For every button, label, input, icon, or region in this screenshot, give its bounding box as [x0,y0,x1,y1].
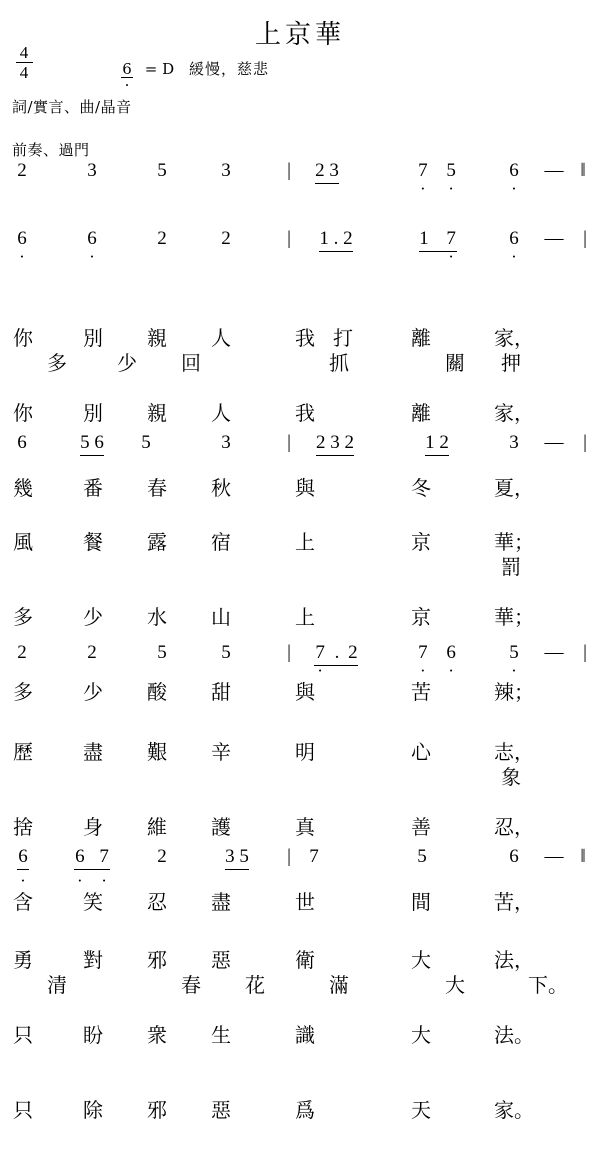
lyric-char: 心 [411,740,431,764]
beamed-note-group [68,432,116,454]
barline-glyph: | [287,160,291,181]
lyric-char: 勇 [13,948,33,972]
lyric-char: 衆 [147,1023,167,1047]
dash-glyph: — [544,432,564,453]
lyric-char: 含 [13,890,33,914]
lyric-column [238,923,272,1048]
note-value: 2 [157,228,167,249]
lyric-char: 捨 [13,815,33,839]
note-value: 3 [87,160,97,181]
lyric-char: 山 [211,605,231,629]
lyric-char: 維 [147,815,167,839]
beam-line [419,251,457,252]
low-octave-dot: · [101,871,107,890]
note-value: 6 [17,432,27,453]
lyric-char: 辣； [494,680,534,704]
note [214,642,238,664]
note [502,228,526,266]
note [302,846,326,868]
lyric-column [76,898,110,1173]
lyric-column [174,301,208,426]
lyric-char: 只 [13,1023,33,1047]
lyric-char: 世 [295,890,315,914]
note-value: 7 · [315,642,325,680]
lyric-char: 春 [147,476,167,500]
lyric-column [174,923,208,1048]
lyric-column [494,505,528,630]
lyric-char: 與 [295,680,315,704]
note-value: 6 · [509,160,519,198]
beam-line [17,869,29,870]
lyric-char: 與 [295,476,315,500]
lyric-char: 少 [117,351,137,375]
lyric-char: 風 [13,530,33,554]
lyric-column [40,301,74,426]
beam-line [314,665,357,666]
note-value: 5 [141,432,151,453]
barline-glyph: | [583,432,587,453]
note [10,432,34,454]
note [150,846,174,868]
beam-group [425,432,449,454]
note [80,160,104,182]
lyric-char: 冬 [411,476,431,500]
lyric-char: 清 [47,973,67,997]
lyric-char: 大 [411,1023,431,1047]
note-extension-dash [544,432,564,454]
note-value: 1 [419,228,429,249]
lyric-char: 我 [295,401,315,425]
lyric-char: 番 [83,476,103,500]
note-extension-dash [544,642,564,664]
note [214,432,238,454]
lyric-char: 法。 [494,1023,534,1047]
low-octave-dot: · [420,661,426,680]
note-value: 6 · [18,846,28,890]
lyric-char: 春 [181,973,201,997]
lyric-char: 下。 [528,973,568,997]
low-octave-dot: · [448,661,454,680]
note-value: 2 3 [315,160,339,181]
beam-line [80,455,104,456]
note-value: 5 · [446,160,456,198]
note-row [0,642,600,680]
note-value: 7 · [418,642,428,680]
note [214,160,238,182]
beam-line [316,455,354,456]
note-value: 1 2 [425,432,449,453]
lyric-char: 離 [411,401,431,425]
lyric-column [140,898,174,1173]
note-extension-dash [544,846,564,868]
note [10,642,34,664]
lyric-column [322,923,356,1048]
lyric-char: 天 [411,1098,431,1122]
lyric-char: 衛 [295,948,315,972]
lyric-char: 花 [245,973,265,997]
music-system-3 [0,432,600,704]
lyric-char: 識 [295,1023,315,1047]
beam-group [17,846,29,890]
low-octave-dot: · [19,247,25,266]
key-note-value: 6 [122,60,132,78]
barline [282,846,296,868]
note [502,432,526,454]
lyric-column [110,301,144,426]
dash-glyph: — [544,160,564,181]
beam-line [319,251,352,252]
lyric-char: 夏， [494,476,534,500]
lyric-char: 苦， [494,890,534,914]
note [502,846,526,868]
note-value: 7 · [99,846,109,890]
lyric-column [404,898,438,1173]
note-value: 6 · [75,846,85,890]
low-octave-dot: · [317,661,323,680]
lyric-char: 只 [13,1098,33,1122]
dotted-rhythm-dot: . [334,642,340,663]
low-octave-dot: · [448,179,454,198]
note-value: 7 · [418,160,428,198]
lyric-column [6,898,40,1173]
beam-group [225,846,249,868]
note-value: 2 [17,160,27,181]
note-value: 6 · [446,642,456,680]
beamed-note-group [300,160,354,182]
lyric-char: 身 [83,815,103,839]
lyric-column [494,715,528,840]
note [150,228,174,250]
lyric-char: 家。 [494,1098,534,1122]
note-value: 3 [221,432,231,453]
lyric-char: 辛 [211,740,231,764]
lyric-char: 惡 [211,948,231,972]
beamed-note-group [300,228,372,250]
note-pair [410,160,464,198]
lyric-char: 邪 [147,1098,167,1122]
note-value: 7 · [446,228,456,266]
lyric-char: 你 [13,326,33,350]
lyric-column [528,923,568,1048]
music-system-5 [0,846,600,1122]
beam-line [225,869,249,870]
note-value: 7 [309,846,319,867]
beam-group [316,432,354,454]
lyric-char: 京 [411,530,431,554]
note-value: 6 · [87,228,97,266]
beam-line [315,183,339,184]
lyric-char: 宿 [211,530,231,554]
lyric-char: 除 [83,1098,103,1122]
note-value: 5 [221,642,231,663]
barline-glyph: | [583,228,587,249]
note [80,642,104,664]
beamed-note-group [10,846,36,890]
lyric-char: 象 [501,765,521,789]
beam-group [315,160,339,182]
credits-line: 詞/實言、曲/晶音 [12,98,132,116]
note [502,642,526,680]
note-value: 2 [348,642,358,663]
lyric-char: 盡 [83,740,103,764]
note-row [0,846,600,890]
lyric-char: 大 [411,948,431,972]
lyric-char: 華； [494,605,534,629]
tempo-marking: 緩慢，慈悲 [188,60,269,78]
lyric-char: 盼 [83,1023,103,1047]
lyric-char: 邪 [147,948,167,972]
beamed-note-group [410,228,466,266]
low-octave-dot: · [89,247,95,266]
barline [282,228,296,250]
beam-group [419,228,457,266]
beam-group [80,432,104,454]
beamed-note-group [212,846,262,868]
lyric-char: 露 [147,530,167,554]
lyric-char: 歷 [13,740,33,764]
key-note-low-dot: · [124,76,130,94]
lyric-char: 上 [295,530,315,554]
barline [578,228,592,250]
lyric-column [326,276,360,401]
note-row [0,432,600,466]
lyric-char: 滿 [329,973,349,997]
note-value: 2 [87,642,97,663]
key-note [120,60,134,94]
lyric-char: 關 [445,351,465,375]
lyric-char: 護 [211,815,231,839]
time-signature-denominator: 4 [19,63,29,82]
note-value: 3 [221,160,231,181]
note-row [0,160,600,198]
lyric-char: 離 [411,326,431,350]
prelude-label: 前奏、過門 [12,141,90,159]
double-barline [574,846,592,868]
lyric-char: 艱 [147,740,167,764]
beam-group [319,228,352,250]
note-value: 2 3 2 [316,432,354,453]
lyric-char: 幾 [13,476,33,500]
note-value: 3 5 [225,846,249,867]
lyric-char: 爲 [295,1098,315,1122]
note-value: 1 . 2 [319,228,353,249]
beam-line [425,455,449,456]
note [10,160,34,182]
barline-glyph: | [287,228,291,249]
lyric-char: 多 [47,351,67,375]
lyric-char: 志， [494,740,534,764]
lyric-char: 善 [411,815,431,839]
lyric-char: 甜 [211,680,231,704]
lyric-char: 真 [295,815,315,839]
lyric-char: 別 [83,401,103,425]
note [80,228,104,266]
dash-glyph: — [544,228,564,249]
lyric-char: 押 [501,351,521,375]
low-octave-dot: · [511,661,517,680]
music-system-1 [0,160,600,198]
beamed-note-group [300,642,372,680]
beamed-note-group [300,432,370,454]
lyric-char: 惡 [211,1098,231,1122]
note-value: 6 · [509,228,519,266]
note [150,160,174,182]
lyric-column [438,301,472,426]
note-value: 5 [157,160,167,181]
barline [282,642,296,664]
lyric-char: 罰 [501,555,521,579]
note-value: 5 [417,846,427,867]
lyric-char: 酸 [147,680,167,704]
beam-group [314,642,358,680]
lyric-char: 親 [147,326,167,350]
lyric-char: 盡 [211,890,231,914]
note-value: 2 [157,846,167,867]
note-value: 2 [221,228,231,249]
beam-group [74,846,110,890]
lyric-char: 苦 [411,680,431,704]
note-value: 5 · [509,642,519,680]
barline [578,642,592,664]
low-octave-dot: · [420,179,426,198]
lyric-char: 家， [494,401,534,425]
lyric-char: 上 [295,605,315,629]
dash-glyph: — [544,846,564,867]
note [214,228,238,250]
lyric-char: 間 [411,890,431,914]
lyric-char: 秋 [211,476,231,500]
beamed-note-group [68,846,116,890]
note-extension-dash [544,160,564,182]
barline [282,160,296,182]
lyric-char: 親 [147,401,167,425]
low-octave-dot: · [20,871,26,890]
lyric-char: 對 [83,948,103,972]
lyric-char: 少 [83,605,103,629]
note-value: 6 · [17,228,27,266]
barline-glyph: | [583,642,587,663]
lyric-char: 我 [295,326,315,350]
note [150,642,174,664]
lyric-column [204,898,238,1173]
lyric-char: 大 [445,973,465,997]
lyric-char: 笑 [83,890,103,914]
lyric-char: 別 [83,326,103,350]
lyric-char: 明 [295,740,315,764]
lyric-char: 抓 [329,351,349,375]
lyric-char: 華； [494,530,534,554]
lyric-column [494,301,528,426]
time-signature-numerator: 4 [19,43,29,62]
note [10,228,34,266]
note-value: 3 [509,432,519,453]
lyric-column [40,923,74,1048]
lyric-char: 京 [411,605,431,629]
barline-glyph: | [287,432,291,453]
key-tempo-line [120,58,269,94]
lyric-char: 多 [13,680,33,704]
lyric-char: 餐 [83,530,103,554]
note-pair [410,642,464,680]
lyric-char: 生 [211,1023,231,1047]
beamed-note-group [410,432,464,454]
lyric-char: 你 [13,401,33,425]
note-value: 5 [157,642,167,663]
note [502,160,526,198]
note-value: 2 [17,642,27,663]
lyric-char: 多 [13,605,33,629]
lyric-char: 少 [83,680,103,704]
low-octave-dot: · [448,247,454,266]
page-title: 上京華 [254,20,345,50]
low-octave-dot: · [77,871,83,890]
note-value: 6 [509,846,519,867]
barline-glyph: ‖ [580,846,586,867]
lyric-char: 打 [333,326,353,350]
lyric-char: 忍 [147,890,167,914]
time-signature [14,44,34,81]
barline-glyph: ‖ [580,160,586,181]
lyric-char: 法， [494,948,534,972]
double-barline [574,160,592,182]
beam-line [74,869,110,870]
dash-glyph: — [544,642,564,663]
low-octave-dot: · [511,179,517,198]
low-octave-dot: · [511,247,517,266]
note-extension-dash [544,228,564,250]
lyric-char: 人 [211,326,231,350]
note-row [0,228,600,266]
barline [282,432,296,454]
key-equals: = D [144,60,175,78]
lyric-char: 家， [494,326,534,350]
barline-glyph: | [287,642,291,663]
lyric-char: 水 [147,605,167,629]
barline-glyph: | [287,846,291,867]
lyric-column [438,923,472,1048]
barline [578,432,592,454]
lyric-char: 人 [211,401,231,425]
lyric-char: 回 [181,351,201,375]
note-value: 5 6 [80,432,104,453]
lyric-column [288,898,322,1173]
lyric-char: 忍， [494,815,534,839]
note [410,846,434,868]
note [134,432,158,454]
